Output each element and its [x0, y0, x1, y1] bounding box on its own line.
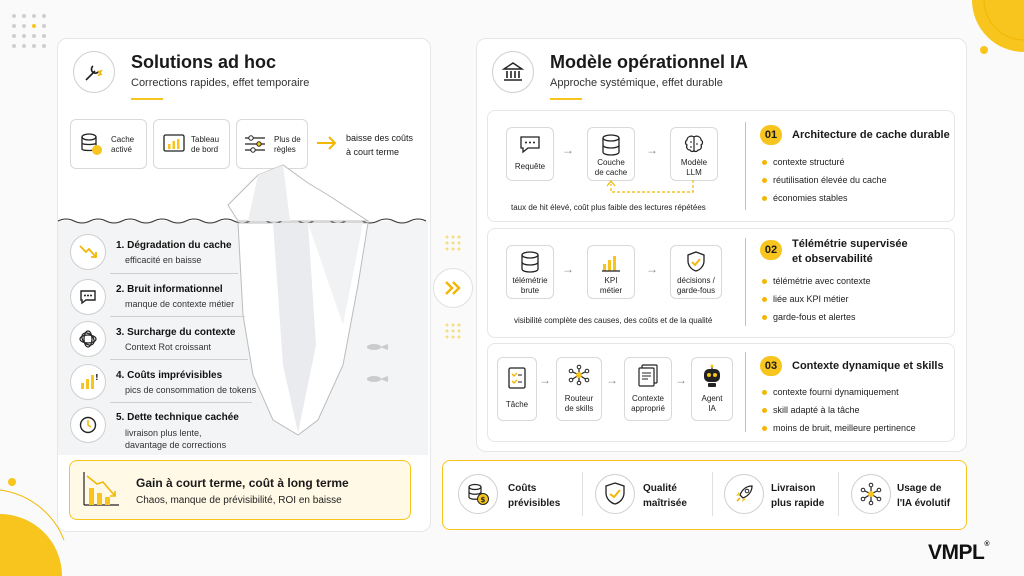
benefit-label: Usage de l'IA évolutif	[897, 483, 951, 509]
section-title: Contexte dynamique et skills	[792, 360, 944, 372]
benefit-divider	[582, 472, 583, 516]
tangle-icon	[70, 321, 106, 357]
clock-icon	[70, 407, 106, 443]
divider	[110, 402, 252, 403]
flow-box-kpi	[587, 245, 635, 299]
summary-sub: Chaos, manque de prévisibilité, ROI en baisse	[136, 495, 342, 506]
network-icon	[851, 474, 891, 514]
section-bullet: liée aux KPI métier	[773, 294, 849, 304]
section-bullet: moins de bruit, meilleure pertinence	[773, 423, 916, 433]
checklist-icon	[507, 366, 527, 390]
section-bullet: contexte structuré	[773, 157, 845, 167]
arrow-right-icon: →	[646, 143, 658, 157]
section-separator	[745, 352, 746, 432]
section-number: 03	[760, 356, 782, 376]
brain-icon	[683, 134, 705, 156]
robot-icon	[701, 364, 723, 388]
flow-box-context	[624, 357, 672, 421]
flow-label: Requête	[514, 162, 546, 171]
section-number: 02	[760, 240, 782, 260]
shield-check-icon	[595, 474, 635, 514]
database-icon	[520, 251, 540, 273]
right-title-underline	[550, 98, 582, 100]
section-separator	[745, 238, 746, 326]
arrow-right-icon: →	[675, 373, 687, 387]
divider	[110, 316, 245, 317]
trend-down-icon	[70, 234, 106, 270]
tools-result: baisse des coûts à court terme	[346, 133, 414, 157]
double-chevron-right-icon	[433, 268, 473, 308]
section-title: Télémétrie supervisée et observabilité	[792, 238, 908, 265]
issue-sub: pics de consommation de tokens	[125, 385, 257, 395]
section-separator	[745, 122, 746, 210]
wrench-bolt-icon	[73, 51, 115, 93]
flow-box-task	[497, 357, 537, 421]
flow-box-decisions	[670, 245, 722, 299]
issue-sub: Context Rot croissant	[125, 342, 212, 352]
coins-icon	[458, 474, 498, 514]
flow-label: Couche de cache	[594, 158, 628, 177]
arrow-right-icon: →	[646, 262, 658, 276]
sliders-icon	[243, 132, 267, 156]
section-caption: visibilité complète des causes, des coûts et de la qualité	[514, 316, 713, 325]
tool-dashboard	[153, 119, 230, 169]
issue-sub: livraison plus lente, davantage de corrections	[125, 428, 227, 450]
issue-title: 4. Coûts imprévisibles	[116, 370, 223, 381]
flow-label: Modèle LLM	[680, 158, 708, 177]
benefit-label: Qualité maîtrisée	[643, 483, 687, 509]
section-bullet: garde-fous et alertes	[773, 312, 856, 322]
shield-check-icon	[686, 251, 706, 273]
flow-box-cache-layer	[587, 127, 635, 181]
issue-title: 2. Bruit informationnel	[116, 284, 223, 295]
svg-text:$: $	[480, 496, 486, 504]
section-number: 01	[760, 125, 782, 145]
chat-bubble-icon	[70, 279, 106, 315]
section-bullet: économies stables	[773, 193, 848, 203]
section-title: Architecture de cache durable	[792, 129, 950, 141]
database-icon	[601, 134, 621, 156]
arrow-right-icon: →	[562, 143, 574, 157]
issue-sub: manque de contexte métier	[125, 299, 235, 309]
section-caption: taux de hit élevé, coût plus faible des lectures répétées	[511, 203, 706, 212]
rocket-icon	[724, 474, 764, 514]
flow-box-raw-telemetry	[506, 245, 554, 299]
flow-label: Contexte approprié	[631, 394, 665, 413]
tool-cache	[70, 119, 147, 169]
iceberg-illustration	[58, 165, 428, 455]
flow-label: Agent IA	[701, 394, 723, 413]
arrow-right-icon: →	[606, 373, 618, 387]
tool-rules	[236, 119, 308, 169]
flow-label: télémétrie brute	[512, 276, 548, 295]
right-title: Modèle opérationnel IA	[550, 52, 749, 72]
divider	[110, 359, 248, 360]
summary-title: Gain à court terme, coût à long terme	[136, 476, 349, 490]
tool-label: Plus de règles	[274, 135, 301, 154]
right-subtitle: Approche systémique, effet durable	[550, 77, 723, 89]
flow-box-agent	[691, 357, 733, 421]
issue-title: 5. Dette technique cachée	[116, 412, 239, 423]
dashboard-chart-icon	[162, 132, 186, 156]
brand-registered: ®	[984, 541, 990, 548]
benefit-divider	[838, 472, 839, 516]
section-bullet: contexte fourni dynamiquement	[773, 387, 899, 397]
chat-icon	[519, 135, 541, 155]
left-subtitle: Corrections rapides, effet temporaire	[131, 77, 310, 89]
bar-warning-icon	[70, 364, 106, 400]
dots-pattern	[10, 12, 50, 52]
dashed-return-arrow	[605, 180, 697, 198]
arrow-right-icon: →	[562, 262, 574, 276]
flow-label: Tâche	[505, 400, 529, 409]
section-bullet: télémétrie avec contexte	[773, 276, 871, 286]
left-title: Solutions ad hoc	[131, 52, 277, 72]
brand-logo	[928, 541, 989, 565]
corner-circle-top-right	[960, 0, 1024, 60]
bar-chart-icon	[601, 252, 621, 272]
section-bullet: skill adapté à la tâche	[773, 405, 860, 415]
benefit-label: Livraison plus rapide	[771, 483, 825, 509]
arrow-right-icon	[316, 136, 338, 150]
svg-text:!: !	[95, 373, 99, 382]
issue-sub: efficacité en baisse	[125, 255, 202, 265]
document-icon	[637, 364, 659, 388]
issue-title: 3. Surcharge du contexte	[116, 327, 236, 338]
database-coin-icon	[79, 132, 103, 156]
flow-box-llm	[670, 127, 718, 181]
network-icon	[568, 364, 590, 386]
section-bullet: réutilisation élevée du cache	[773, 175, 887, 185]
divider	[110, 273, 238, 274]
flow-box-request	[506, 127, 554, 181]
benefit-divider	[712, 472, 713, 516]
flow-label: KPI métier	[599, 276, 623, 295]
tool-label: Tableau de bord	[191, 135, 220, 154]
flow-box-skill-router	[556, 357, 602, 421]
left-title-underline	[131, 98, 163, 100]
arrow-right-icon: →	[539, 373, 551, 387]
tool-label: Cache activé	[111, 135, 135, 154]
flow-label: Routeur de skills	[564, 394, 594, 413]
issue-title: 1. Dégradation du cache	[116, 240, 232, 251]
institution-icon	[492, 51, 534, 93]
flow-label: décisions / garde-fous	[676, 276, 716, 295]
benefit-label: Coûts prévisibles	[508, 483, 561, 509]
brand-logo-text: VMPL	[928, 541, 985, 564]
chart-down-icon	[81, 470, 121, 508]
